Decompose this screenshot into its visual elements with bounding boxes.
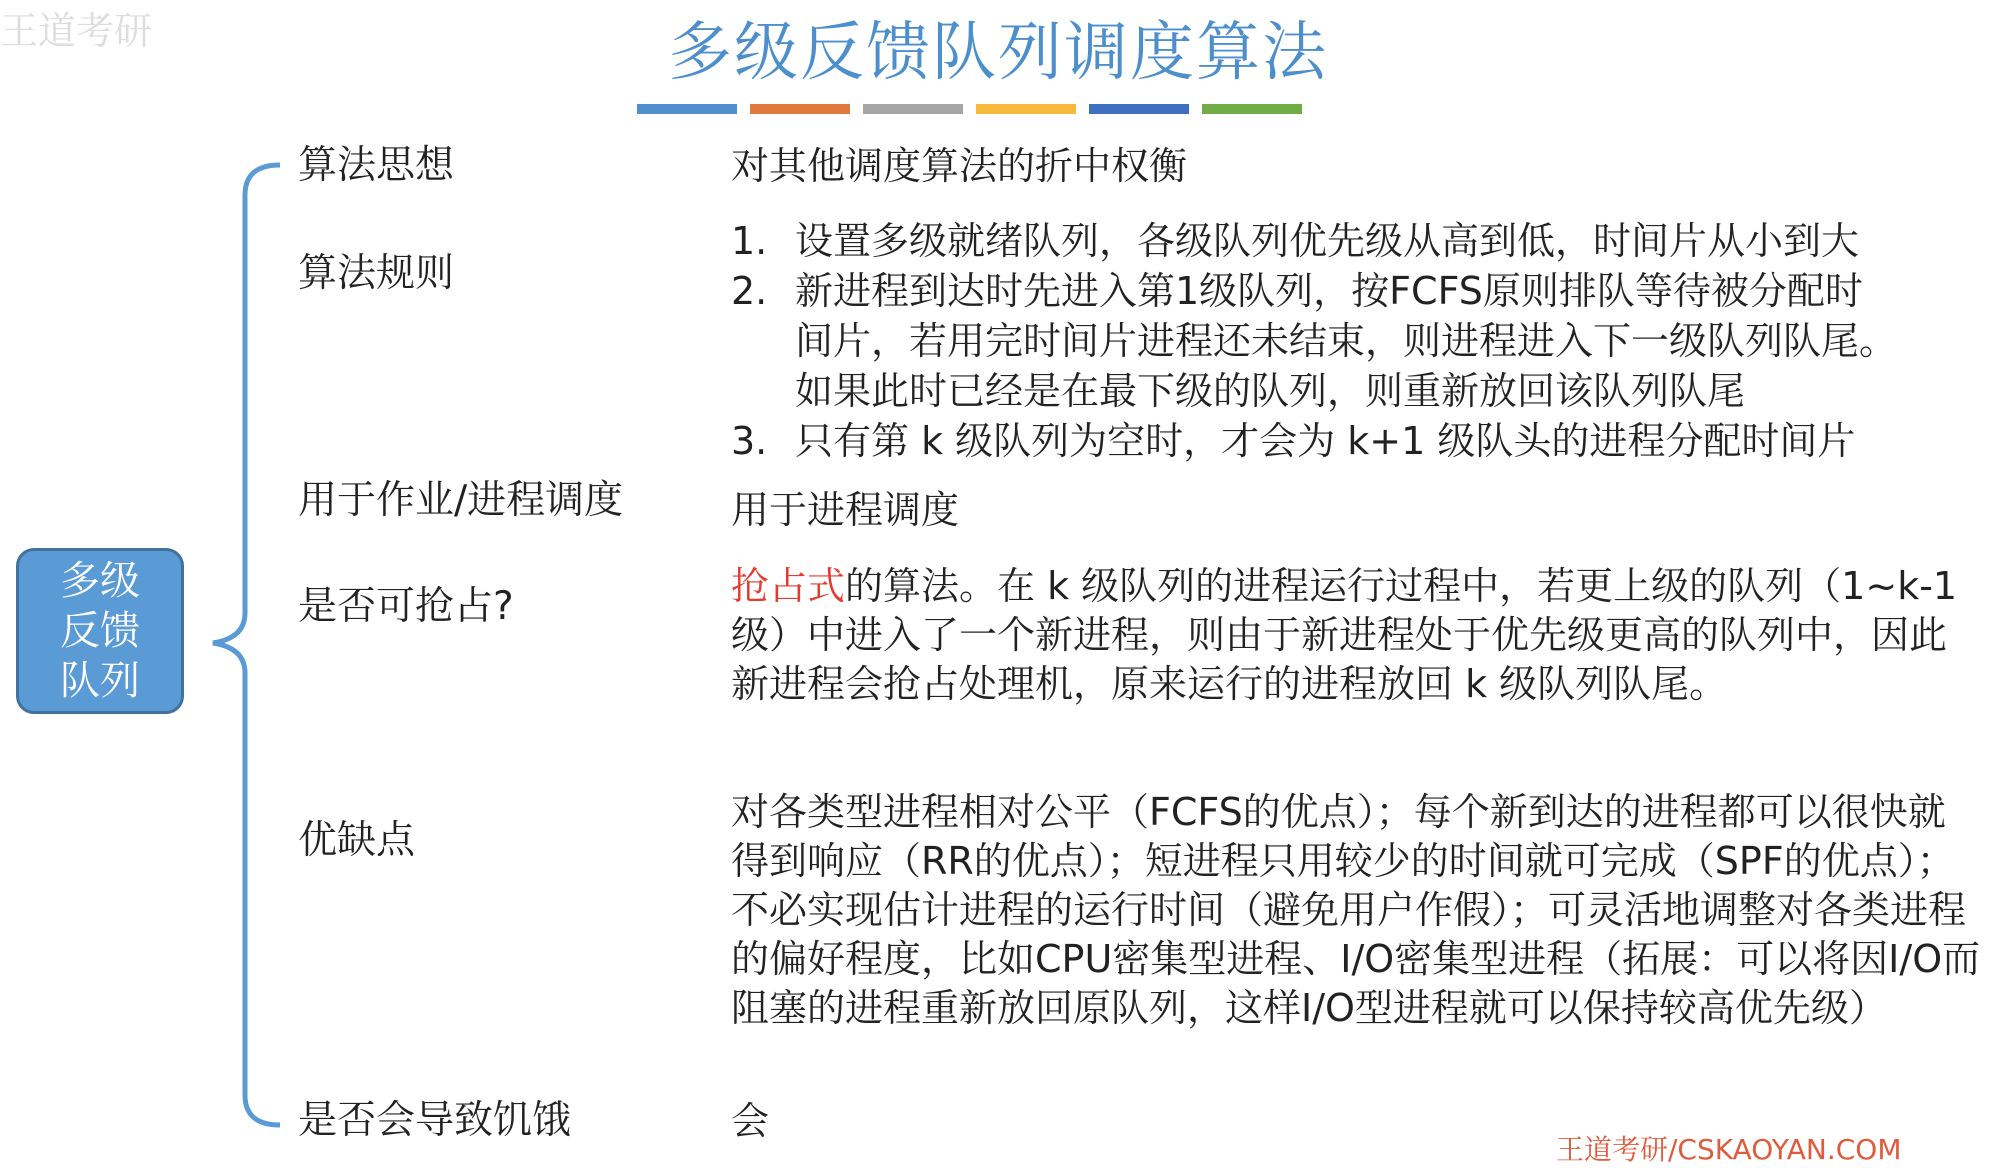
content-pros-cons: 对各类型进程相对公平（FCFS的优点）；每个新到达的进程都可以很快就得到响应（RR的优点）；短进程只用较少的时间就可完成（SPF的优点）；不必实现估计进程的运行时间（避免用户作假）；可灵活地调整对各类进程的偏好程度，比如CPU密集型进程、I/O密集型进程（拓展：可以将因I/O而阻塞的进程重新放回原队列，这样I/O型进程就可以保持较高优先级）	[731, 790, 1981, 1030]
rule-number: 1.	[731, 219, 768, 263]
preempt-highlight: 抢占式	[731, 564, 846, 608]
root-node-label: 多级 反馈 队列	[60, 558, 140, 704]
root-node	[16, 548, 184, 714]
rule-text: 只有第 k 级队列为空时，才会为 k+1 级队头的进程分配时间片	[795, 419, 1856, 463]
rule-item	[731, 216, 1981, 266]
mind-map-brace	[205, 160, 285, 1130]
brace-line	[213, 165, 280, 1125]
title-color-stripes	[637, 104, 1302, 114]
title-stripe	[637, 104, 737, 114]
rule-item	[731, 416, 1981, 466]
title-stripe	[750, 104, 850, 114]
content-usage: 用于进程调度	[731, 488, 960, 532]
footer-watermark: 王道考研/CSKAOYAN.COM	[1556, 1133, 1902, 1166]
preempt-text: 的算法。在 k 级队列的进程运行过程中，若更上级的队列（1~k-1级）中进入了一个新进程，则由于新进程处于优先级更高的队列中，因此新进程会抢占处理机，原来运行的进程放回 k 级队列队尾。	[731, 564, 1958, 706]
label-idea: 算法思想	[298, 143, 455, 188]
rule-text: 设置多级就绪队列，各级队列优先级从高到低，时间片从小到大	[795, 219, 1860, 263]
label-rules: 算法规则	[298, 251, 455, 296]
content-preempt	[731, 562, 1981, 709]
rule-number: 3.	[731, 419, 768, 463]
label-starvation: 是否会导致饥饿	[298, 1098, 572, 1143]
title-stripe	[976, 104, 1076, 114]
rule-number: 2.	[731, 269, 768, 313]
content-starvation: 会	[731, 1099, 770, 1143]
label-preempt: 是否可抢占?	[298, 584, 514, 629]
rules-list	[731, 216, 1981, 466]
rule-text: 新进程到达时先进入第1级队列，按FCFS原则排队等待被分配时 间片，若用完时间片进程还未结束，则进程进入下一级队列队尾。 如果此时已经是在最下级的队列，则重新放回该队列队尾	[795, 269, 1898, 413]
title-stripe	[1089, 104, 1189, 114]
content-idea: 对其他调度算法的折中权衡	[731, 144, 1188, 188]
page-title: 多级反馈队列调度算法	[668, 16, 1328, 90]
title-stripe	[1202, 104, 1302, 114]
label-usage: 用于作业/进程调度	[298, 478, 624, 523]
title-stripe	[863, 104, 963, 114]
rule-item	[731, 266, 1981, 416]
watermark-logo: 王道考研	[0, 9, 153, 53]
label-pros-cons: 优缺点	[298, 818, 416, 863]
